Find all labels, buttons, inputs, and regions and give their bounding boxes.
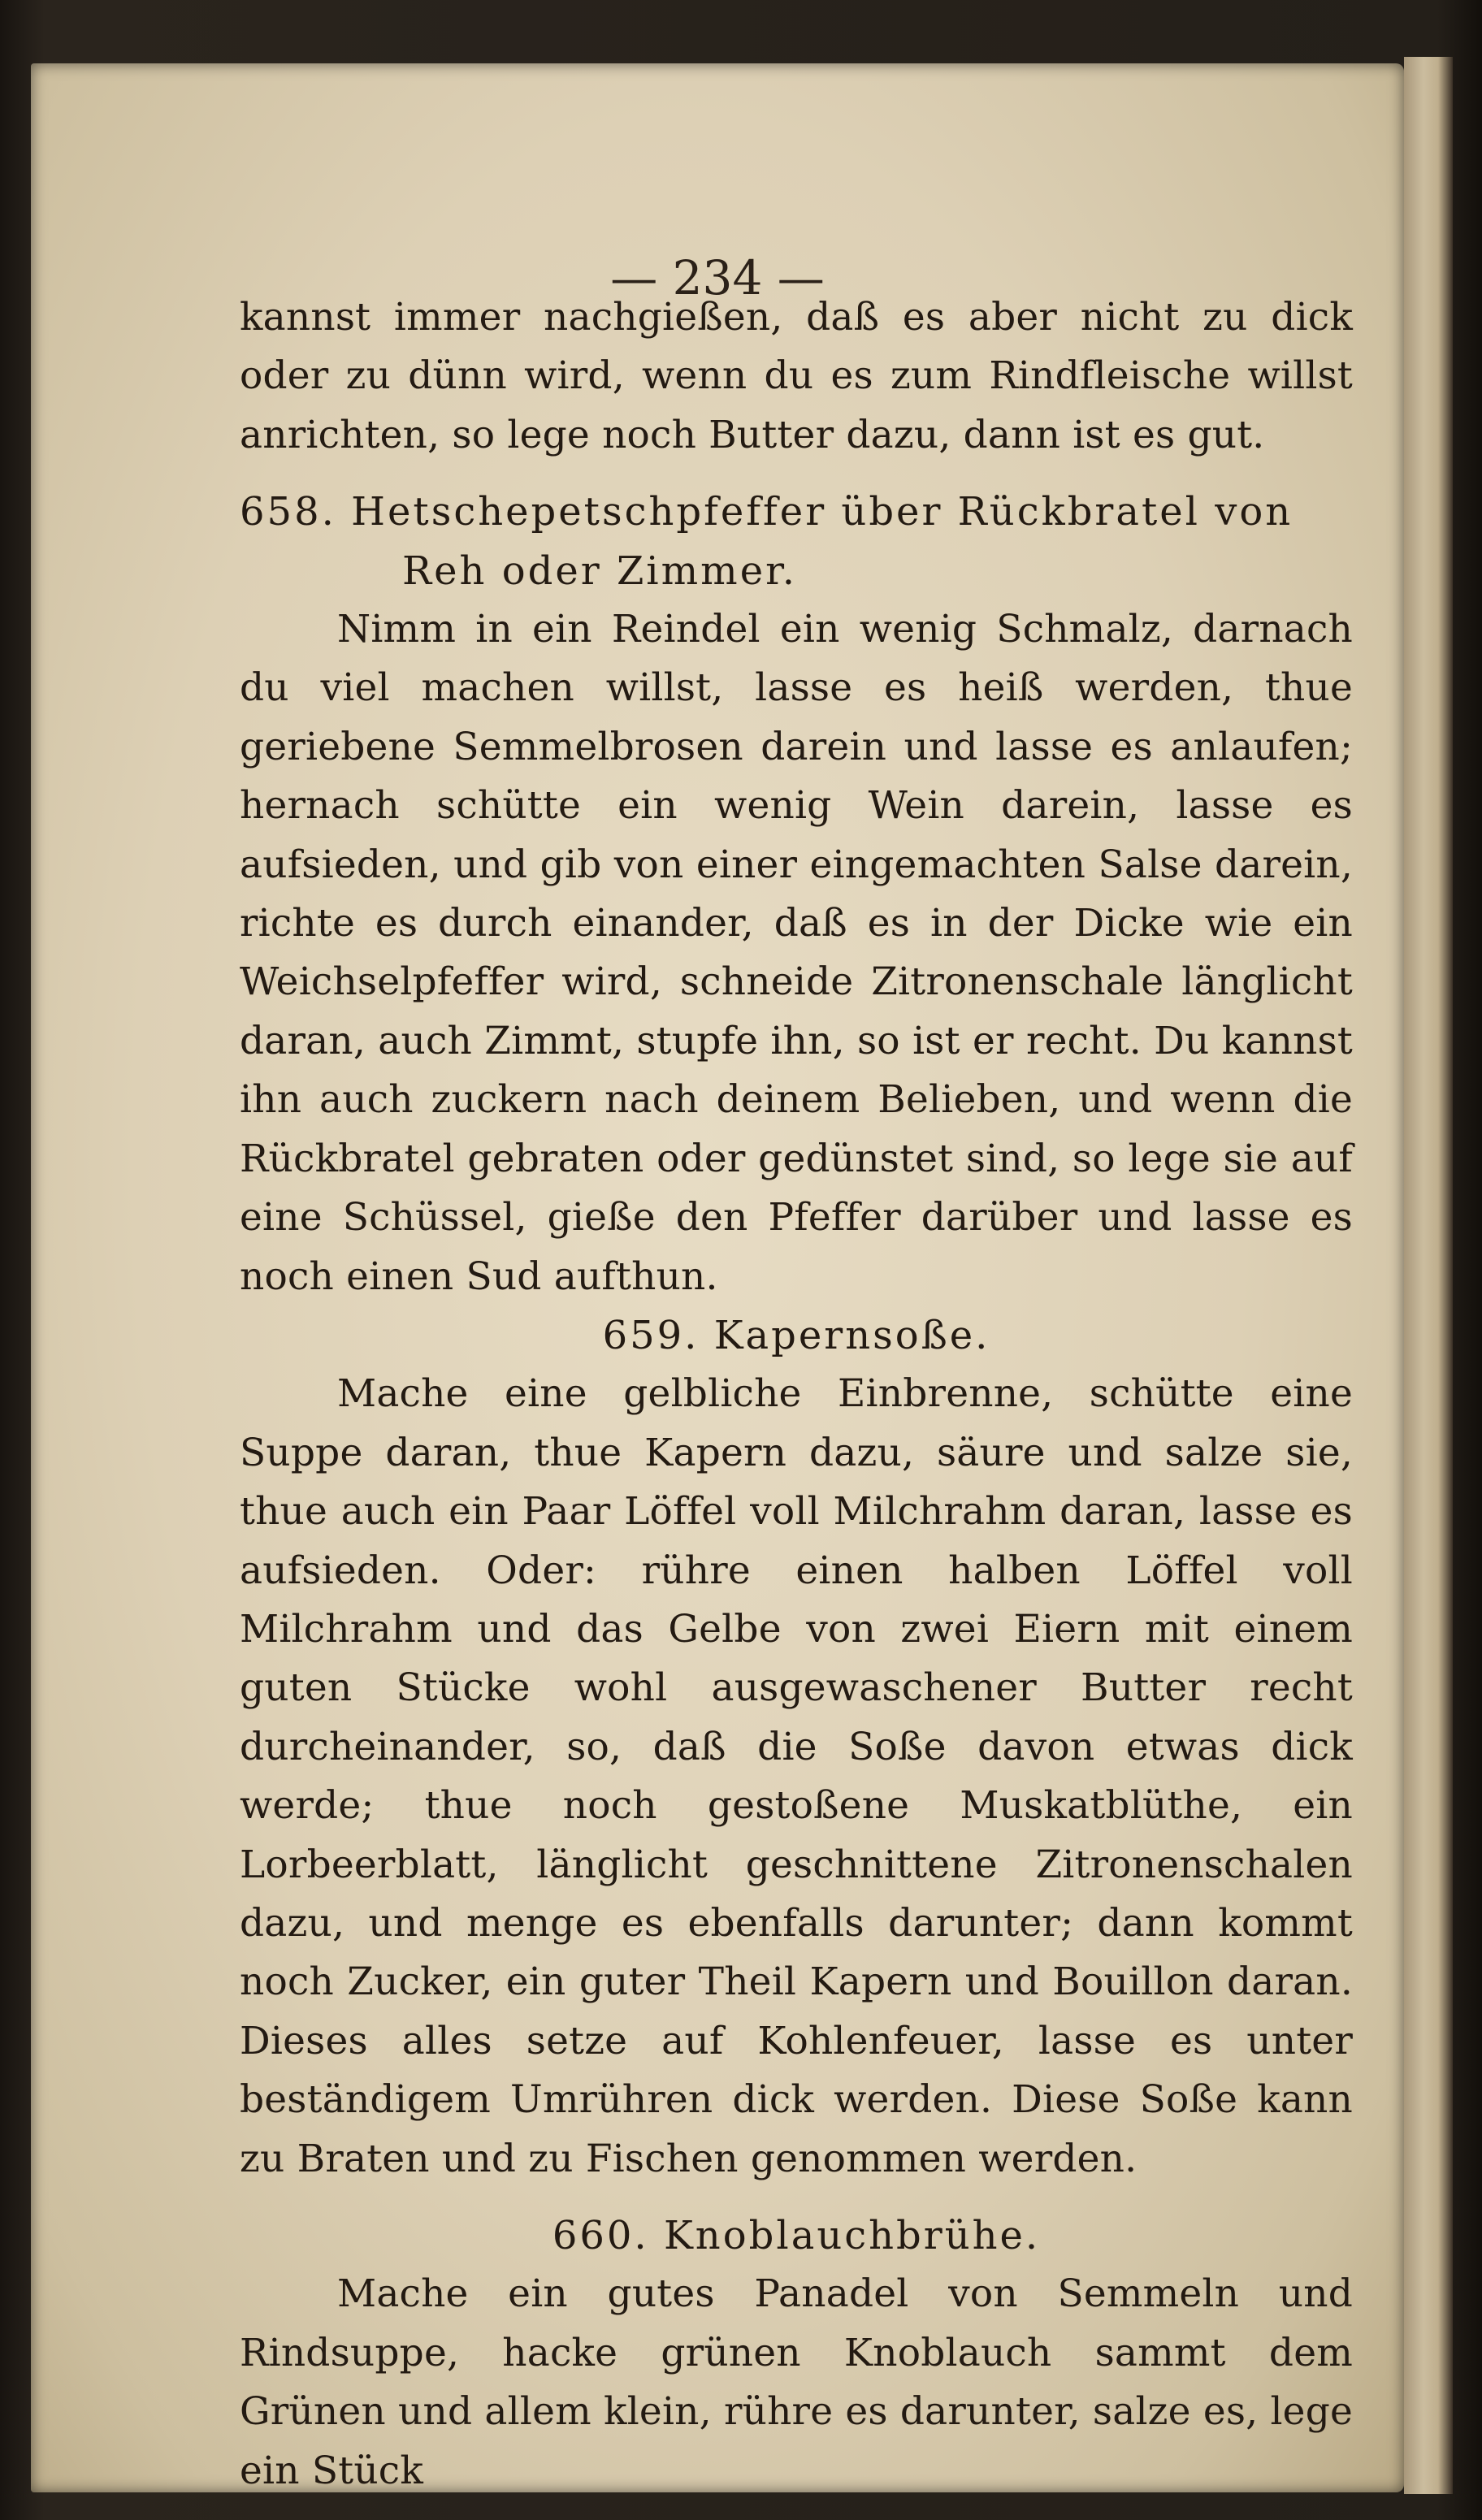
recipe-body-658: Nimm in ein Reindel ein wenig Schmalz, darnach du viel machen willst, lasse es heiß werden, thue geriebene Semmelbrosen darein und lasse es anlaufen; hernach schütte ein wenig Wein darein, lasse es aufsieden, und gib von einer eingemachten Salse darein, richte es durch einander, daß es in der Dicke wie ein Weichselpfeffer wird, schneide Zitronenschale länglicht daran, auch Zimmt, stupfe ihn, so ist er recht. Du kannst ihn auch zuckern nach deinem Belieben, und wenn die Rückbratel gebraten oder gedünstet sind, so lege sie auf eine Schüssel, gieße den Pfeffer darüber und lasse es noch einen Sud aufthun. [240, 607, 1353, 1299]
recipe-heading-659: 659. Kapernsoße. [602, 1312, 990, 1358]
recipe-body-660: Mache ein gutes Panadel von Semmeln und Rindsuppe, hacke grünen Knoblauch sammt dem Grünen und allem klein, rühre es darunter, salze es, lege ein Stück [240, 2271, 1353, 2493]
continuation-paragraph: kannst immer nachgießen, daß es aber nicht zu dick oder zu dünn wird, wenn du es zum Rindfleische willst anrichten, so lege noch Butter dazu, dann ist es gut. [240, 295, 1353, 457]
recipe-body-659: Mache eine gelbliche Einbrenne, schütte eine Suppe daran, thue Kapern dazu, säure und salze sie, thue auch ein Paar Löffel voll Milchrahm daran, lasse es aufsieden. Oder: rühre einen halben Löffel voll Milchrahm und das Gelbe von zwei Eiern mit einem guten Stücke wohl ausgewaschener Butter recht durcheinander, so, daß die Soße davon etwas dick werde; thue noch gestoßene Muskatblüthe, ein Lorbeerblatt, länglicht geschnittene Zitronenschalen dazu, und menge es ebenfalls darunter; dann kommt noch Zucker, ein guter Theil Kapern und Bouillon daran. Dieses alles setze auf Kohlenfeuer, lasse es unter beständigem Umrühren dick werden. Diese Soße kann zu Braten und zu Fischen genommen werden. [240, 1371, 1353, 2181]
recipe-heading-660: 660. Knoblauchbrühe. [552, 2213, 1041, 2258]
recipe-heading-658: 658. Hetschepetschpfeffer über Rückbratel von Reh oder Zimmer. [240, 489, 1294, 594]
page-text [240, 288, 1353, 2501]
page-edge [1404, 57, 1453, 2494]
page-number: — 234 — [610, 250, 825, 305]
